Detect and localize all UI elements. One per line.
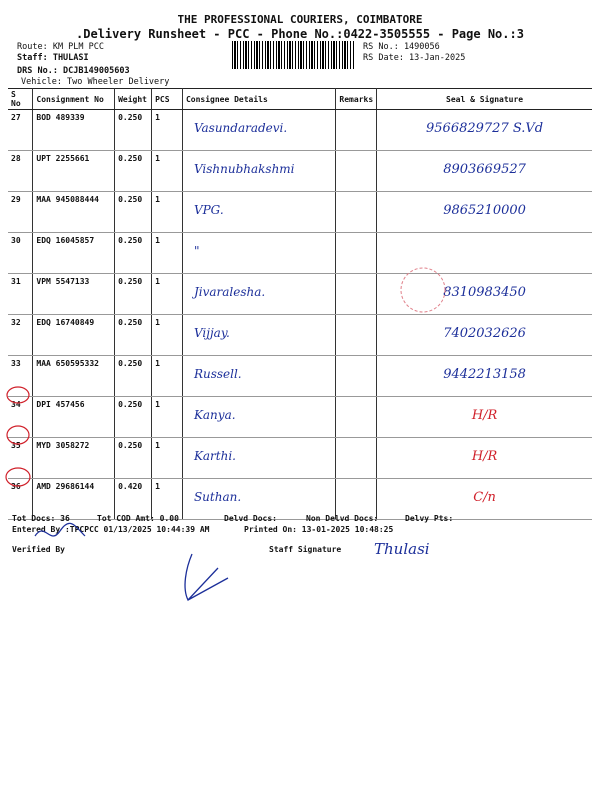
weight-cell bbox=[115, 356, 152, 397]
pcs-cell bbox=[152, 192, 183, 233]
pcs-cell-text: 1 bbox=[155, 318, 160, 327]
seal-cell-text: C/n bbox=[473, 490, 496, 505]
table-row bbox=[8, 315, 592, 356]
sno-cell bbox=[8, 192, 33, 233]
printed-on: Printed On: 13-01-2025 10:48:25 bbox=[244, 525, 394, 534]
consignment-cell-text: MAA 650595332 bbox=[36, 359, 99, 368]
sno-cell-text: 31 bbox=[11, 277, 21, 286]
sno-cell bbox=[8, 315, 33, 356]
weight-cell bbox=[115, 192, 152, 233]
remarks-cell bbox=[336, 192, 377, 233]
route-label: Route: KM PLM PCC bbox=[17, 42, 104, 52]
pcs-cell-text: 1 bbox=[155, 113, 160, 122]
pcs-cell bbox=[152, 151, 183, 192]
seal-cell bbox=[377, 110, 592, 151]
seal-cell bbox=[377, 315, 592, 356]
consignee-cell bbox=[182, 315, 335, 356]
verified-by: Verified By bbox=[12, 545, 65, 554]
seal-cell bbox=[377, 438, 592, 479]
col-sno: S No bbox=[8, 89, 33, 110]
weight-cell-text: 0.250 bbox=[118, 113, 143, 122]
pcs-cell bbox=[152, 315, 183, 356]
sno-cell-text: 33 bbox=[11, 359, 21, 368]
seal-cell-text: 9865210000 bbox=[443, 203, 526, 218]
sno-cell-text: 27 bbox=[11, 113, 21, 122]
sno-cell-text: 28 bbox=[11, 154, 21, 163]
remarks-cell bbox=[336, 110, 377, 151]
consignee-cell-text: Karthi. bbox=[193, 449, 236, 463]
weight-cell-text: 0.250 bbox=[118, 400, 143, 409]
weight-cell bbox=[115, 151, 152, 192]
staff-signature-label: Staff Signature bbox=[269, 545, 342, 554]
pcs-cell-text: 1 bbox=[155, 359, 160, 368]
consignee-cell-text: Russell. bbox=[193, 367, 242, 381]
remarks-cell bbox=[336, 397, 377, 438]
consignee-cell bbox=[182, 397, 335, 438]
weight-cell bbox=[115, 438, 152, 479]
barcode bbox=[232, 41, 354, 69]
sno-cell bbox=[8, 151, 33, 192]
weight-cell bbox=[115, 397, 152, 438]
consignee-cell-text: Vasundaradevi. bbox=[193, 121, 288, 135]
table-row bbox=[8, 274, 592, 315]
seal-cell bbox=[377, 151, 592, 192]
seal-cell bbox=[377, 192, 592, 233]
col-seal: Seal & Signature bbox=[377, 89, 592, 110]
delvy-pts: Delvy Pts: bbox=[405, 514, 454, 523]
tot-docs: Tot Docs: 36 bbox=[12, 514, 70, 523]
pcs-cell bbox=[152, 356, 183, 397]
weight-cell-text: 0.250 bbox=[118, 154, 143, 163]
weight-cell-text: 0.250 bbox=[118, 236, 143, 245]
consignment-cell bbox=[33, 274, 115, 315]
consignment-cell bbox=[33, 192, 115, 233]
non-delvd-docs: Non Delvd Docs: bbox=[306, 514, 379, 523]
consignment-cell-text: VPM 5547133 bbox=[36, 277, 90, 286]
verified-signature-scribble bbox=[178, 548, 238, 608]
seal-cell bbox=[377, 397, 592, 438]
consignment-cell bbox=[33, 151, 115, 192]
consignee-cell bbox=[182, 274, 335, 315]
weight-cell bbox=[115, 315, 152, 356]
pcs-cell bbox=[152, 274, 183, 315]
vehicle-label: Vehicle: Two Wheeler Delivery bbox=[21, 77, 170, 87]
sno-cell-text: 34 bbox=[11, 400, 21, 409]
table-header-row bbox=[8, 89, 592, 110]
seal-cell-text: 8903669527 bbox=[443, 162, 526, 177]
consignment-cell bbox=[33, 315, 115, 356]
sno-cell bbox=[8, 233, 33, 274]
pcs-cell bbox=[152, 397, 183, 438]
consignment-cell-text: AMD 29686144 bbox=[36, 482, 95, 491]
sno-circle-marks bbox=[4, 382, 34, 494]
seal-cell-text: 7402032626 bbox=[443, 326, 526, 341]
rs-number: RS No.: 1490056 bbox=[363, 42, 440, 52]
consignment-cell bbox=[33, 438, 115, 479]
consignment-cell-text: MYD 3058272 bbox=[36, 441, 90, 450]
weight-cell bbox=[115, 274, 152, 315]
table-row bbox=[8, 356, 592, 397]
consignment-cell-text: DPI 457456 bbox=[36, 400, 85, 409]
weight-cell-text: 0.250 bbox=[118, 318, 143, 327]
consignment-cell-text: EDQ 16045857 bbox=[36, 236, 95, 245]
remarks-cell bbox=[336, 315, 377, 356]
seal-cell bbox=[377, 356, 592, 397]
col-consignment: Consignment No bbox=[33, 89, 115, 110]
pcs-cell-text: 1 bbox=[155, 154, 160, 163]
consignee-cell-text: Vijjay. bbox=[193, 326, 230, 340]
weight-cell bbox=[115, 233, 152, 274]
consignment-cell bbox=[33, 233, 115, 274]
sno-cell-text: 32 bbox=[11, 318, 21, 327]
table-row bbox=[8, 438, 592, 479]
weight-cell-text: 0.420 bbox=[118, 482, 143, 491]
pcs-cell bbox=[152, 438, 183, 479]
table-row bbox=[8, 110, 592, 151]
consignee-cell bbox=[182, 110, 335, 151]
sno-cell-text: 35 bbox=[11, 441, 21, 450]
consignee-cell-text: VPG. bbox=[193, 203, 224, 217]
rs-date: RS Date: 13-Jan-2025 bbox=[363, 53, 466, 63]
pcs-cell-text: 1 bbox=[155, 441, 160, 450]
weight-cell-text: 0.250 bbox=[118, 195, 143, 204]
weight-cell-text: 0.250 bbox=[118, 277, 143, 286]
seal-cell-text: 9566829727 S.Vd bbox=[426, 121, 544, 136]
col-consignee: Consignee Details bbox=[182, 89, 335, 110]
remarks-cell bbox=[336, 438, 377, 479]
staff-signature-ink: Thulasi bbox=[374, 540, 430, 558]
col-pcs: PCS bbox=[152, 89, 183, 110]
weight-cell-text: 0.250 bbox=[118, 359, 143, 368]
consignee-cell bbox=[182, 356, 335, 397]
table-row bbox=[8, 479, 592, 520]
consignment-cell bbox=[33, 356, 115, 397]
weight-cell bbox=[115, 110, 152, 151]
seal-cell-text: H/R bbox=[471, 449, 498, 464]
seal-cell-text: H/R bbox=[471, 408, 498, 423]
remarks-cell bbox=[336, 233, 377, 274]
table-row bbox=[8, 192, 592, 233]
staff-label: Staff: THULASI bbox=[17, 53, 89, 63]
company-name: THE PROFESSIONAL COURIERS, COIMBATORE bbox=[177, 13, 423, 26]
consignee-cell-text: Vishnubhakshmi bbox=[193, 162, 295, 176]
sno-cell bbox=[8, 274, 33, 315]
entered-signature-scribble bbox=[30, 516, 90, 556]
runsheet-table bbox=[8, 88, 592, 520]
pcs-cell-text: 1 bbox=[155, 195, 160, 204]
table-row bbox=[8, 397, 592, 438]
stamp-mark bbox=[388, 265, 458, 315]
pcs-cell-text: 1 bbox=[155, 400, 160, 409]
pcs-cell-text: 1 bbox=[155, 482, 160, 491]
remarks-cell bbox=[336, 151, 377, 192]
sno-cell-text: 30 bbox=[11, 236, 21, 245]
consignment-cell-text: UPT 2255661 bbox=[36, 154, 90, 163]
runsheet-title: .Delivery Runsheet - PCC - Phone No.:0422-3505555 - Page No.:3 bbox=[76, 27, 524, 41]
remarks-cell bbox=[336, 356, 377, 397]
pcs-cell-text: 1 bbox=[155, 277, 160, 286]
table-row bbox=[8, 151, 592, 192]
tot-cod-amt: Tot COD Amt: 0.00 bbox=[97, 514, 179, 523]
consignee-cell-text: " bbox=[193, 244, 200, 258]
sno-cell bbox=[8, 110, 33, 151]
table-row bbox=[8, 233, 592, 274]
drs-number: DRS No.: DCJB149005603 bbox=[17, 66, 130, 76]
consignee-cell-text: Suthan. bbox=[193, 490, 242, 504]
consignment-cell bbox=[33, 397, 115, 438]
consignee-cell bbox=[182, 438, 335, 479]
pcs-cell-text: 1 bbox=[155, 236, 160, 245]
delvd-docs: Delvd Docs: bbox=[224, 514, 277, 523]
weight-cell-text: 0.250 bbox=[118, 441, 143, 450]
pcs-cell bbox=[152, 233, 183, 274]
consignee-cell bbox=[182, 233, 335, 274]
seal-cell-text: 8310983450 bbox=[443, 285, 526, 300]
consignee-cell-text: Kanya. bbox=[193, 408, 236, 422]
sno-cell-text: 36 bbox=[11, 482, 21, 491]
consignee-cell-text: Jivaralesha. bbox=[193, 285, 266, 299]
consignment-cell-text: MAA 945088444 bbox=[36, 195, 99, 204]
remarks-cell bbox=[336, 274, 377, 315]
consignee-cell bbox=[182, 151, 335, 192]
entered-by: Entered By :TPCPCC 01/13/2025 10:44:39 AM bbox=[12, 525, 210, 534]
pcs-cell bbox=[152, 110, 183, 151]
sno-cell-text: 29 bbox=[11, 195, 21, 204]
seal-cell-text: 9442213158 bbox=[443, 367, 526, 382]
consignment-cell-text: BOD 489339 bbox=[36, 113, 85, 122]
col-weight: Weight bbox=[115, 89, 152, 110]
consignee-cell bbox=[182, 192, 335, 233]
col-remarks: Remarks bbox=[336, 89, 377, 110]
consignment-cell bbox=[33, 110, 115, 151]
consignment-cell-text: EDQ 16740849 bbox=[36, 318, 95, 327]
